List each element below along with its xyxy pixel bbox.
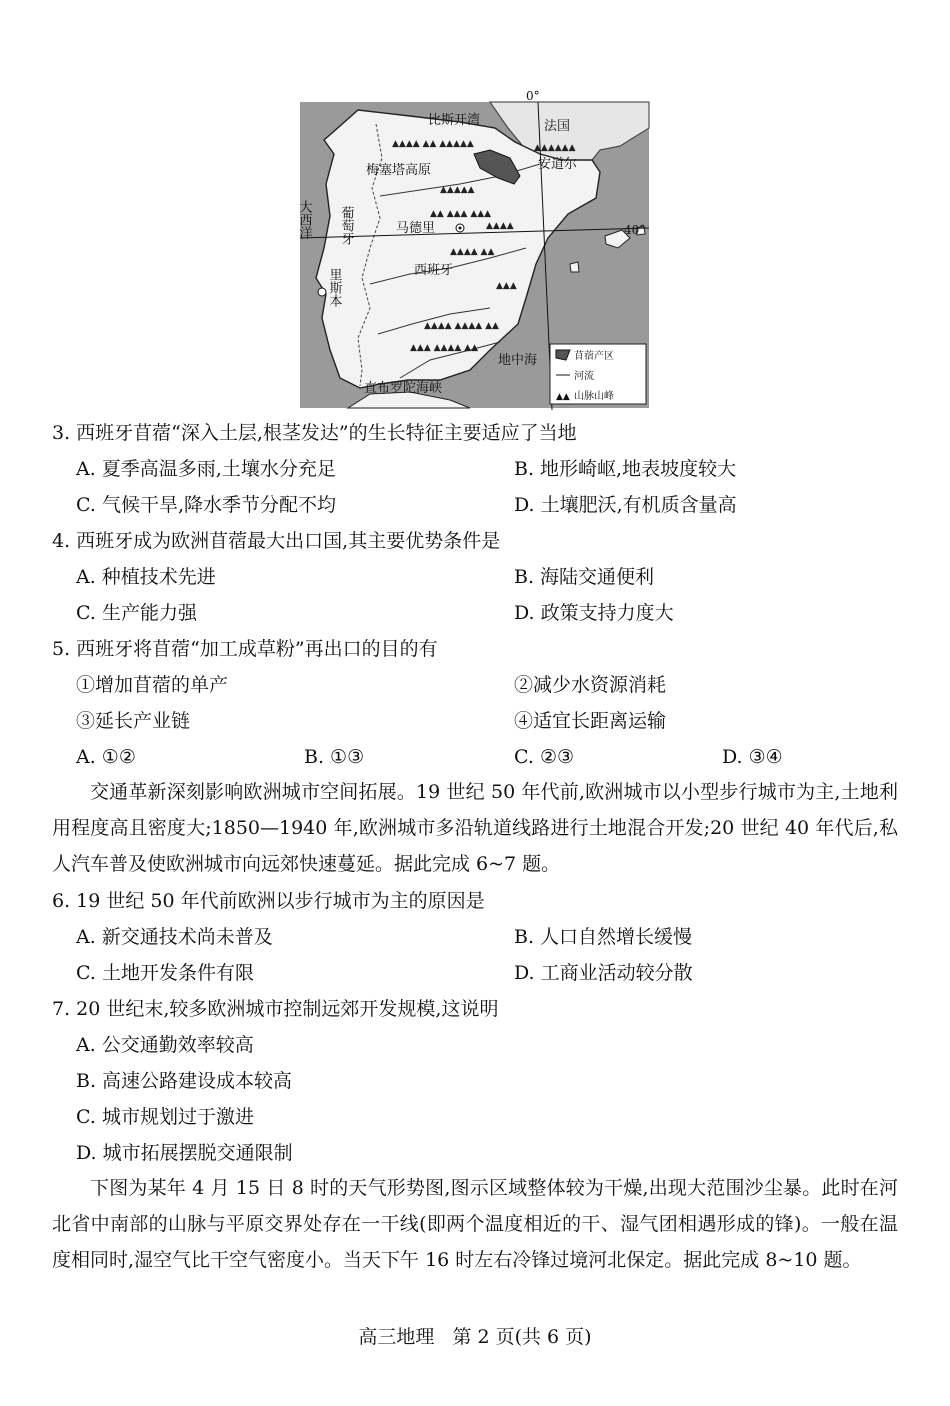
passage-weather-text: 下图为某年 4 月 15 日 8 时的天气形势图,图示区域整体较为干燥,出现大范围沙尘暴。此时在河北省中南部的山脉与平原交界处存在一干线(即两个温度相近的干、湿气团相遇形成的锋)。一般在温度相同时,湿空气比干空气密度小。当天下午 16 时左右冷锋过境河北保定。据此完成 8~10 题。 bbox=[52, 1177, 898, 1271]
label-bay: 比斯开湾 bbox=[428, 113, 481, 128]
question-7-option-d[interactable]: D. 城市拓展摆脱交通限制 bbox=[76, 1142, 293, 1164]
label-madrid: 马德里 bbox=[396, 221, 436, 236]
map-legend bbox=[550, 344, 646, 404]
label-gibraltar: 直布罗陀海峡 bbox=[364, 381, 443, 396]
footer-page: 第 2 页(共 6 页) bbox=[452, 1326, 592, 1348]
iberia-map-svg bbox=[296, 88, 652, 410]
footer-subject: 高三地理 bbox=[358, 1326, 435, 1348]
question-7-option-c[interactable]: C. 城市规划过于激进 bbox=[76, 1106, 254, 1128]
label-mediterranean: 地中海 bbox=[498, 353, 538, 368]
label-meridian: 0° bbox=[526, 89, 540, 103]
lisbon-marker bbox=[318, 288, 326, 296]
svg-text:▲▲▲▲ ▲▲▲▲ ▲▲: ▲▲▲▲ ▲▲▲▲ ▲▲ bbox=[424, 321, 499, 331]
label-portugal: 葡萄牙 bbox=[338, 206, 354, 245]
question-5-item-4: ④适宜长距离运输 bbox=[514, 710, 667, 732]
question-5-option-c[interactable]: C. ②③ bbox=[514, 746, 575, 768]
question-6-option-c[interactable]: C. 土地开发条件有限 bbox=[76, 962, 254, 984]
legend-river-label: 河流 bbox=[574, 371, 594, 382]
question-5-option-a[interactable]: A. ①② bbox=[76, 746, 136, 768]
question-3-stem: 3. 西班牙苜蓿“深入土层,根茎发达”的生长特征主要适应了当地 bbox=[52, 422, 577, 444]
question-7-stem: 7. 20 世纪末,较多欧洲城市控制远郊开发规模,这说明 bbox=[52, 998, 499, 1020]
legend-area-label: 苜蓿产区 bbox=[574, 351, 614, 362]
label-france: 法国 bbox=[544, 119, 571, 134]
madrid-dot bbox=[459, 227, 462, 230]
question-3-option-d[interactable]: D. 土壤肥沃,有机质含量高 bbox=[514, 494, 737, 516]
label-latitude: 40° bbox=[624, 223, 646, 237]
label-andorra: 安道尔 bbox=[538, 157, 578, 172]
label-lisbon: 里斯本 bbox=[326, 268, 342, 307]
ibiza-island bbox=[570, 262, 579, 272]
svg-text:▲▲▲ ▲▲▲▲ ▲▲: ▲▲▲ ▲▲▲▲ ▲▲ bbox=[410, 343, 479, 353]
question-4-stem: 4. 西班牙成为欧洲苜蓿最大出口国,其主要优势条件是 bbox=[52, 530, 501, 552]
iberia-map bbox=[296, 88, 652, 410]
question-5-option-b[interactable]: B. ①③ bbox=[304, 746, 365, 768]
legend-mountain-swatch: ▲▲ bbox=[556, 392, 570, 402]
question-3-option-b[interactable]: B. 地形崎岖,地表坡度较大 bbox=[514, 458, 737, 480]
question-3-option-c[interactable]: C. 气候干旱,降水季节分配不均 bbox=[76, 494, 336, 516]
question-5-item-2: ②减少水资源消耗 bbox=[514, 674, 667, 696]
question-6-option-a[interactable]: A. 新交通技术尚未普及 bbox=[76, 926, 273, 948]
label-meseta: 梅塞塔高原 bbox=[366, 163, 432, 178]
question-7-option-a[interactable]: A. 公交通勤效率较高 bbox=[76, 1034, 254, 1056]
label-atlantic: 大西洋 bbox=[296, 200, 312, 239]
question-6-option-b[interactable]: B. 人口自然增长缓慢 bbox=[514, 926, 693, 948]
page-footer bbox=[0, 1322, 950, 1349]
svg-text:▲▲▲▲ ▲▲ ▲▲▲▲▲: ▲▲▲▲ ▲▲ ▲▲▲▲▲ bbox=[392, 139, 474, 149]
passage-transport-text: 交通革新深刻影响欧洲城市空间拓展。19 世纪 50 年代前,欧洲城市以小型步行城市为主,土地利用程度高且密度大;1850—1940 年,欧洲城市多沿轨道线路进行土地混合开发;20 世纪 40 年代后,私人汽车普及使欧洲城市向远郊快速蔓延。据此完成 6~7 题。 bbox=[52, 781, 898, 875]
passage-transport bbox=[52, 774, 898, 882]
question-7-option-b[interactable]: B. 高速公路建设成本较高 bbox=[76, 1070, 293, 1092]
question-5-item-1: ①增加苜蓿的单产 bbox=[76, 674, 229, 696]
question-4-option-b[interactable]: B. 海陆交通便利 bbox=[514, 566, 655, 588]
passage-weather bbox=[52, 1170, 898, 1278]
legend-mountain-label: 山脉山峰 bbox=[574, 391, 614, 402]
svg-text:▲▲▲▲▲▲: ▲▲▲▲▲▲ bbox=[534, 143, 576, 153]
svg-text:▲▲▲: ▲▲▲ bbox=[496, 281, 517, 291]
question-4-option-a[interactable]: A. 种植技术先进 bbox=[76, 566, 216, 588]
question-3-option-a[interactable]: A. 夏季高温多雨,土壤水分充足 bbox=[76, 458, 336, 480]
svg-text:▲▲▲▲ ▲▲: ▲▲▲▲ ▲▲ bbox=[450, 247, 495, 257]
svg-text:▲▲ ▲▲▲ ▲▲▲: ▲▲ ▲▲▲ ▲▲▲ bbox=[430, 209, 492, 219]
question-5-stem: 5. 西班牙将苜蓿“加工成草粉”再出口的目的有 bbox=[52, 638, 438, 660]
question-5-option-d[interactable]: D. ③④ bbox=[722, 746, 783, 768]
question-4-option-c[interactable]: C. 生产能力强 bbox=[76, 602, 197, 624]
label-spain: 西班牙 bbox=[414, 263, 454, 278]
question-5-item-3: ③延长产业链 bbox=[76, 710, 191, 732]
svg-text:▲▲▲▲▲: ▲▲▲▲▲ bbox=[440, 185, 475, 195]
question-6-option-d[interactable]: D. 工商业活动较分散 bbox=[514, 962, 693, 984]
question-4-option-d[interactable]: D. 政策支持力度大 bbox=[514, 602, 674, 624]
question-6-stem: 6. 19 世纪 50 年代前欧洲以步行城市为主的原因是 bbox=[52, 890, 485, 912]
svg-text:▲▲▲▲: ▲▲▲▲ bbox=[486, 221, 514, 231]
